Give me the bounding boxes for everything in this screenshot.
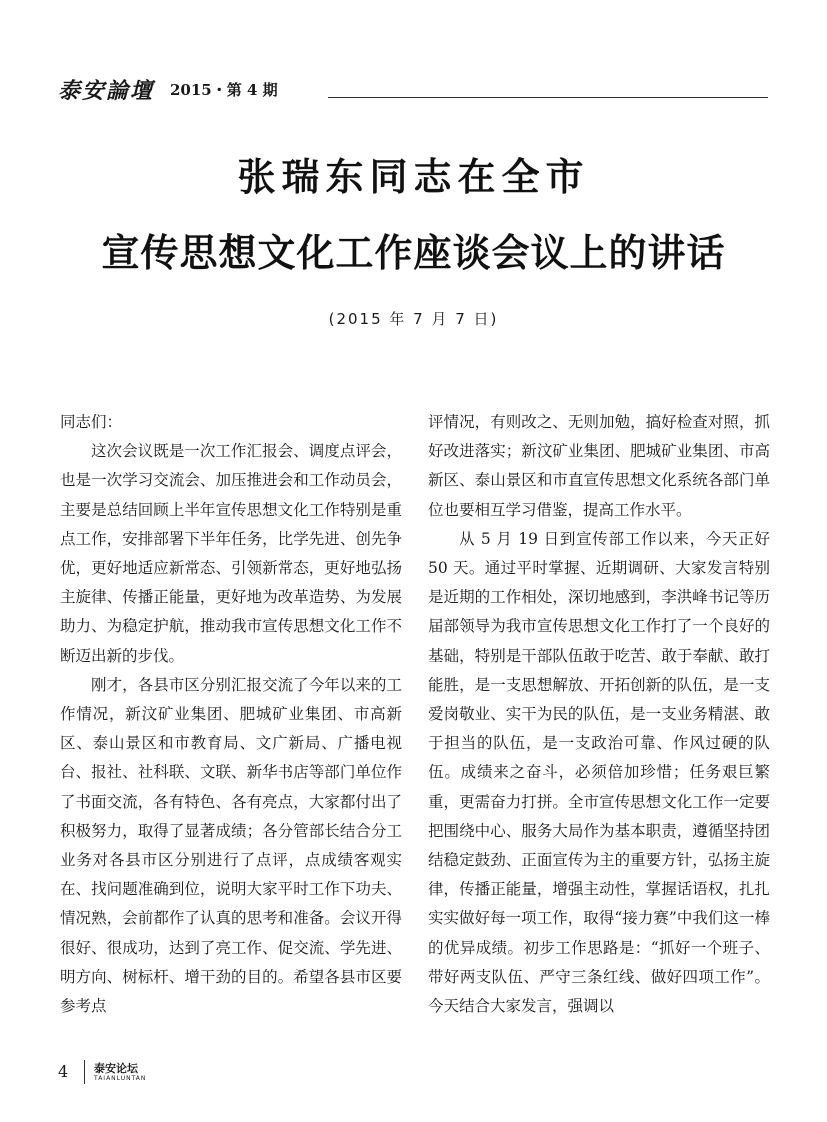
issue-label: 2015・第 4 期	[170, 81, 278, 99]
footer-journal-pinyin: TAIANLUNTAN	[94, 1075, 147, 1082]
footer-journal-name: 泰安论坛	[94, 1062, 138, 1075]
page-number: 4	[58, 1062, 69, 1081]
paragraph-2-continued-text: 评情况，有则改之、无则加勉，搞好检查对照，抓好改进落实；新汶矿业集团、肥城矿业集团、市高新区、泰山景区和市直宣传思想文化系统各部门单位也要相互学习借鉴，提高工作水平。	[428, 413, 770, 519]
article-title-line-1: 张瑞东同志在全市	[237, 155, 590, 199]
article-title-line-2: 宣传思想文化工作座谈会议上的讲话	[101, 231, 726, 275]
paragraph-3: 从 5 月 19 日到宣传部工作以来，今天正好 50 天。通过平时掌握、近期调研、大家发言特别是近期的工作相处，深切地感到，李洪峰书记等历届部领导为我市宣传思想文化工作打了一个良好的基础，特别是干部队伍敢于吃苦、敢于奉献、敢打能胜，是一支思想解放、开拓创新的队伍，是一支爱岗敬业、实干为民的队伍，是一支业务精湛、敢于担当的队伍，是一支政治可靠、作风过硬的队伍。成绩来之奋斗，必须倍加珍惜；任务艰巨繁重，更需奋力打拼。全市宣传思想文化工作一定要把围绕中心、服务大局作为基本职责，遵循坚持团结稳定鼓劲、正面宣传为主的重要方针，弘扬主旋律，传播正能量，增强主动性，掌握话语权，扎扎实实做好每一项工作，取得“接力赛”中我们这一棒的优异成绩。初步工作思路是：“抓好一个班子、带好两支队伍、严守三条红线、做好四项工作”。今天结合大家发言，强调以	[428, 529, 770, 1016]
magazine-logo: 泰安論壇	[58, 78, 155, 104]
paragraph-2-text: 刚才，各县市区分别汇报交流了今年以来的工作情况，新汶矿业集团、肥城矿业集团、市高新区、泰山景区和市教育局、文广新局、广播电视台、报社、社科联、文联、新华书店等部门单位作了书面交流，各有特色、各有亮点，大家都付出了积极努力，取得了显著成绩；各分管部长结合分工业务对各县市区分别进行了点评，点成绩客观实在、找问题准确到位，说明大家平时工作下功夫、情况熟，会前都作了认真的思考和准备。会议开得很好、很成功，达到了亮工作、促交流、学先进、明方向、树标杆、增干劲的目的。希望各县市区要参考点	[60, 675, 402, 1016]
salutation: 同志们：	[60, 413, 123, 431]
page-header	[58, 70, 768, 104]
paragraph-1: 这次会议既是一次工作汇报会、调度点评会，也是一次学习交流会、加压推进会和工作动员会，主要是总结回顾上半年宣传思想文化工作特别是重点工作，安排部署下半年任务，比学先进、创先争优，更好地适应新常态、引领新常态，更好地弘扬主旋律、传播正能量，更好地为改革造势、为发展助力、为稳定护航，推动我市宣传思想文化工作不断迈出新的步伐。	[60, 442, 402, 665]
left-column	[60, 408, 402, 1021]
right-column	[428, 408, 770, 1021]
paragraph-2-continued	[428, 408, 770, 525]
article-date: (2015 年 7 月 7 日)	[328, 310, 499, 328]
header-rule	[328, 97, 768, 98]
footer-divider	[84, 1060, 85, 1084]
paragraph-2	[60, 671, 402, 1021]
